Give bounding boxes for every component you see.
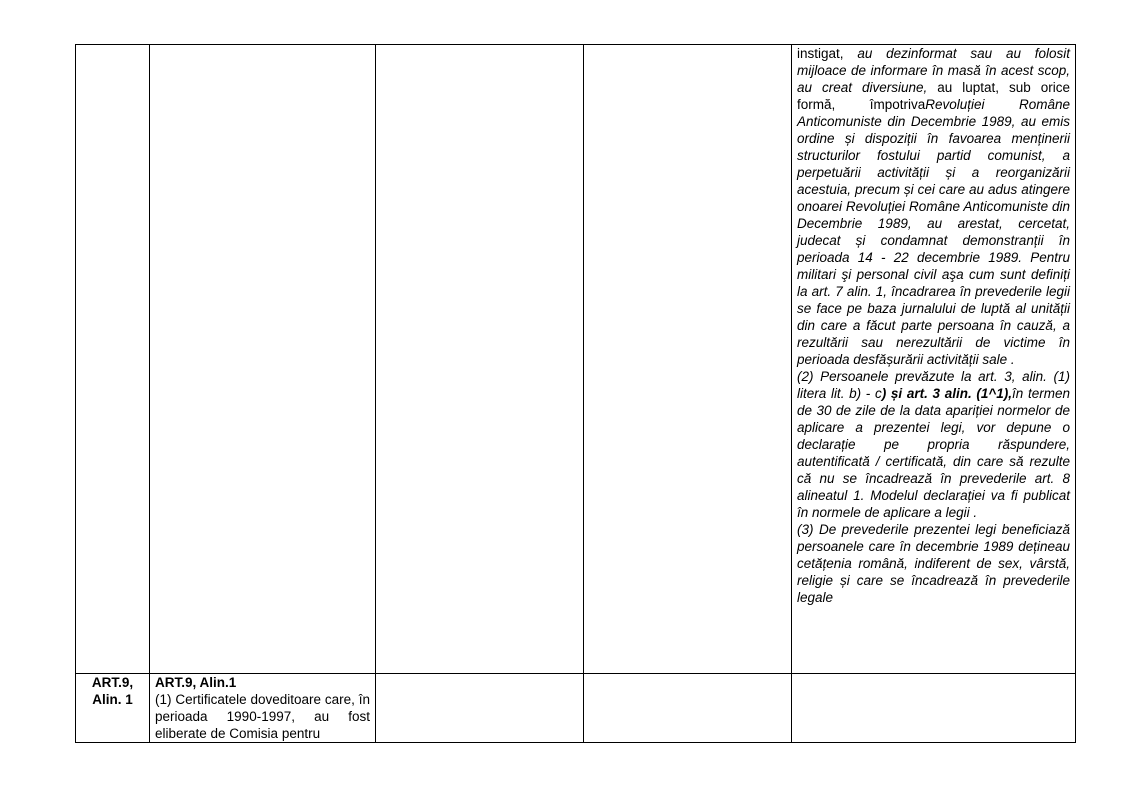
amendment-cell [376,674,584,743]
text-run: au dezinformat sau au folosit mijloace de informare în masă în acest scop, au creat diversiune, [797,46,1070,95]
article-cell [76,45,150,674]
text-run: (3) De prevederile prezentei legi beneficiază persoanele care în decembrie 1989 dețineau cetățenia română, indiferent de sex, vârstă, religie și care se încadrează în prevederile legale [797,522,1070,605]
document-table [75,44,1076,743]
article-heading: ART.9, Alin.1 [155,675,237,690]
proposed-text-cell [150,674,376,743]
text-run: ) și art. 3 alin. (1^1), [881,386,1013,401]
author-cell [584,674,792,743]
amendment-cell [376,45,584,674]
article-text: (1) Certificatele doveditoare care, în perioada 1990-1997, au fost eliberate de Comisia pentru [155,692,370,741]
text-run: Pentru militari şi personal civil aşa cum sunt definiți la art. 7 alin. 1, încadrarea în prevederile legii se face pe baza jurnalului de luptă al unității din care a făcut parte persoana în cauză, a rezultării sau nerezultării de victime în perioada desfășurării activității sale . [797,250,1070,367]
table-row [76,674,1076,743]
text-run: instigat, [797,46,858,61]
article-cell [76,674,150,743]
author-cell [584,45,792,674]
adopted-text-cell [792,45,1076,674]
text-run: au luptat, sub orice formă, împotriva [797,80,1070,112]
article-paragraph: Alin. 1 [92,692,133,707]
proposed-text-cell [150,45,376,674]
text-run: în termen de 30 de zile de la data apariției normelor de aplicare a prezentei legi, vor depune o declarație pe propria răspundere, autentificată / certificată, din care să rezulte că nu se încadrează în prevederile art. 8 alineatul 1. Modelul declarației va fi publicat în normele de aplicare a legii . [797,386,1070,520]
text-run: Revoluției Române Anticomuniste din Decembrie 1989, au emis ordine și dispoziții în favoarea menținerii structurilor fostului partid comunist, a perpetuării activității și a reorganizării acestuia, precum și cei care au adus atingere onoarei Revoluției Române Anticomuniste din Decembrie 1989, au arestat, cercetat, judecat și condamnat demonstranții în perioada 14 - 22 decembrie 1989. [797,97,1070,265]
paragraph-3 [797,521,1070,606]
paragraph-2 [797,368,1070,521]
paragraph-1 [797,45,1070,368]
article-number: ART.9, [91,675,134,690]
table-row [76,45,1076,674]
adopted-text-cell [792,674,1076,743]
text-run: (2) Persoanele prevăzute la art. 3, alin. (1) litera lit. b) - c [797,369,1070,401]
